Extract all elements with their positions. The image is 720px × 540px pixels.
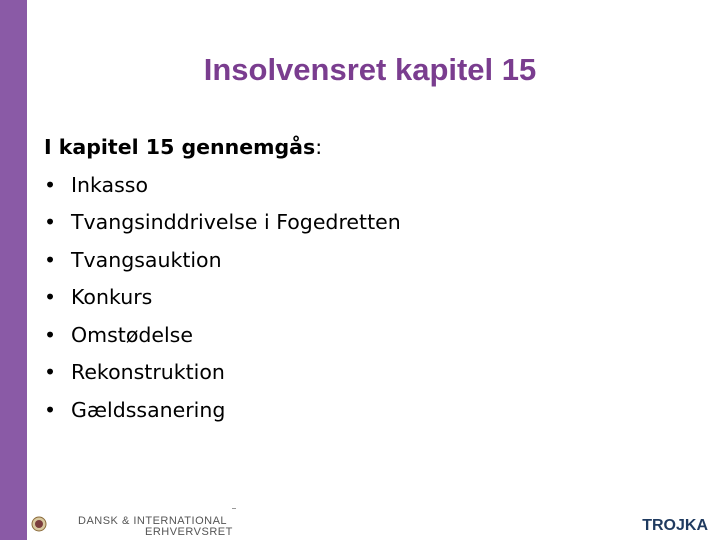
- list-item: [44, 207, 401, 245]
- footer-organization: [78, 516, 233, 538]
- seal-icon: [31, 516, 47, 532]
- list-item-label: Inkasso: [71, 172, 149, 197]
- list-item: [44, 395, 401, 433]
- list-item: [44, 282, 401, 320]
- intro-bold: I kapitel 15 gennemgås: [44, 135, 316, 159]
- bullet-icon: •: [44, 322, 57, 347]
- slide-body: [44, 132, 401, 432]
- bullet-icon: •: [44, 285, 57, 309]
- list-item-label: Rekonstruktion: [71, 360, 225, 384]
- list-item: [44, 245, 401, 283]
- slide-title: Insolvensret kapitel 15: [203, 52, 537, 87]
- bullet-icon: •: [44, 360, 57, 384]
- footer-org-line1: DANSK & INTERNATIONAL: [78, 515, 228, 527]
- bullet-list: [44, 170, 401, 433]
- list-item-label: Tvangsinddrivelse i Fogedretten: [71, 210, 401, 234]
- intro-line: [44, 132, 401, 170]
- list-item: [44, 320, 401, 358]
- bullet-icon: •: [44, 172, 57, 197]
- list-item-label: Gældssanering: [71, 397, 226, 422]
- bullet-icon: •: [44, 210, 57, 234]
- list-item: [44, 357, 401, 395]
- divider-mark: [232, 508, 236, 509]
- list-item: [44, 170, 401, 208]
- list-item-label: Konkurs: [71, 285, 153, 309]
- footer-brand-logo: TROJKA: [642, 517, 708, 534]
- footer-org-line2: ERHVERVSRET: [145, 526, 233, 538]
- list-item-label: Tvangsauktion: [71, 247, 222, 272]
- intro-colon: :: [315, 135, 323, 159]
- bullet-icon: •: [44, 397, 57, 422]
- bullet-icon: •: [44, 247, 57, 272]
- list-item-label: Omstødelse: [71, 322, 193, 347]
